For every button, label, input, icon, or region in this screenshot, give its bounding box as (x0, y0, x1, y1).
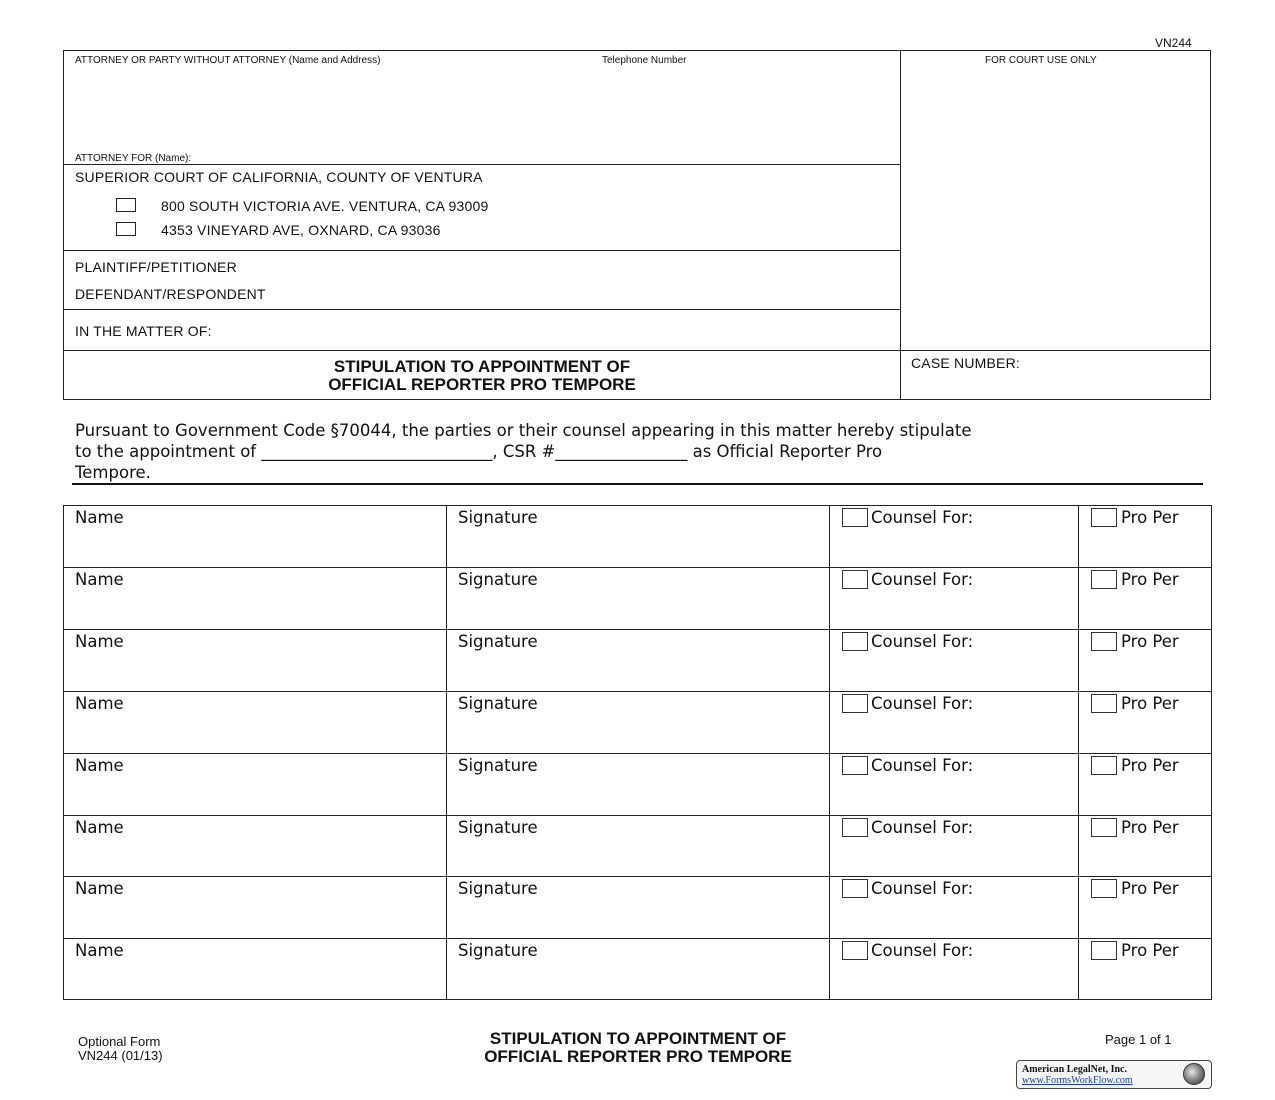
signature-label: Signature (458, 694, 538, 713)
paragraph-divider (72, 483, 1203, 485)
footer-form-info (78, 1035, 163, 1063)
counsel-for-checkbox[interactable] (842, 941, 868, 960)
footer-title-line1: STIPULATION TO APPOINTMENT OF (489, 1029, 787, 1048)
pro-per-checkbox[interactable] (1091, 756, 1117, 775)
name-label: Name (75, 632, 124, 651)
logo-url-link[interactable]: www.FormsWorkFlow.com (1022, 1075, 1133, 1086)
name-label: Name (75, 756, 124, 775)
attorney-for-label: ATTORNEY FOR (Name): (75, 153, 192, 164)
signature-label: Signature (458, 879, 538, 898)
table-row (64, 506, 1211, 568)
table-row (64, 754, 1211, 816)
name-label: Name (75, 941, 124, 960)
signature-label: Signature (458, 756, 538, 775)
signature-label: Signature (458, 941, 538, 960)
matter-label: IN THE MATTER OF: (75, 323, 212, 339)
optional-form-label: Optional Form (78, 1034, 161, 1049)
form-revision: VN244 (01/13) (78, 1048, 163, 1063)
pro-per-label: Pro Per (1121, 879, 1179, 898)
counsel-for-label: Counsel For: (871, 694, 974, 713)
table-row (64, 877, 1211, 939)
case-number-label: CASE NUMBER: (911, 355, 1020, 371)
signature-label: Signature (458, 632, 538, 651)
pro-per-label: Pro Per (1121, 756, 1179, 775)
counsel-for-label: Counsel For: (871, 756, 974, 775)
pro-per-checkbox[interactable] (1091, 879, 1117, 898)
pro-per-label: Pro Per (1121, 818, 1179, 837)
court-use-label: FOR COURT USE ONLY (985, 55, 1097, 66)
signature-label: Signature (458, 818, 538, 837)
name-label: Name (75, 508, 124, 527)
globe-icon (1183, 1063, 1205, 1085)
attorney-label: ATTORNEY OR PARTY WITHOUT ATTORNEY (Name and Address) (75, 55, 381, 66)
counsel-for-checkbox[interactable] (842, 818, 868, 837)
counsel-for-label: Counsel For: (871, 508, 974, 527)
stipulation-line-2: to the appointment of ____________________________, CSR #________________ as Official Reporter Pro (75, 442, 883, 461)
counsel-for-label: Counsel For: (871, 879, 974, 898)
counsel-for-checkbox[interactable] (842, 632, 868, 651)
oxnard-address: 4353 VINEYARD AVE, OXNARD, CA 93036 (161, 222, 441, 238)
court-name: SUPERIOR COURT OF CALIFORNIA, COUNTY OF VENTURA (75, 169, 483, 185)
table-row (64, 939, 1211, 1001)
signature-label: Signature (458, 570, 538, 589)
stipulation-line-1: Pursuant to Government Code §70044, the parties or their counsel appearing in this matter hereby stipulate (75, 421, 972, 440)
table-row (64, 692, 1211, 754)
form-title (64, 358, 900, 394)
oxnard-address-checkbox[interactable] (116, 222, 136, 236)
counsel-for-checkbox[interactable] (842, 570, 868, 589)
counsel-for-label: Counsel For: (871, 570, 974, 589)
name-label: Name (75, 570, 124, 589)
table-row (64, 816, 1211, 878)
signature-label: Signature (458, 508, 538, 527)
table-row (64, 568, 1211, 630)
counsel-for-label: Counsel For: (871, 818, 974, 837)
form-title-line1: STIPULATION TO APPOINTMENT OF (333, 357, 631, 376)
pro-per-checkbox[interactable] (1091, 632, 1117, 651)
logo-name: American LegalNet, Inc. (1022, 1064, 1127, 1075)
table-row (64, 630, 1211, 692)
pro-per-label: Pro Per (1121, 694, 1179, 713)
pro-per-checkbox[interactable] (1091, 508, 1117, 527)
name-label: Name (75, 818, 124, 837)
footer-title-line2: OFFICIAL REPORTER PRO TEMPORE (484, 1047, 792, 1066)
stipulation-line-3: Tempore. (75, 463, 151, 482)
page-indicator: Page 1 of 1 (1105, 1032, 1172, 1047)
signature-table (63, 505, 1212, 1000)
plaintiff-label: PLAINTIFF/PETITIONER (75, 259, 237, 275)
pro-per-label: Pro Per (1121, 632, 1179, 651)
counsel-for-label: Counsel For: (871, 941, 974, 960)
caption-box (63, 50, 1211, 400)
counsel-for-checkbox[interactable] (842, 879, 868, 898)
ventura-address: 800 SOUTH VICTORIA AVE. VENTURA, CA 93009 (161, 198, 489, 214)
stipulation-paragraph (75, 420, 1195, 483)
counsel-for-checkbox[interactable] (842, 756, 868, 775)
pro-per-label: Pro Per (1121, 570, 1179, 589)
counsel-for-checkbox[interactable] (842, 508, 868, 527)
pro-per-label: Pro Per (1121, 941, 1179, 960)
counsel-for-checkbox[interactable] (842, 694, 868, 713)
pro-per-checkbox[interactable] (1091, 694, 1117, 713)
pro-per-checkbox[interactable] (1091, 570, 1117, 589)
name-label: Name (75, 879, 124, 898)
counsel-for-label: Counsel For: (871, 632, 974, 651)
defendant-label: DEFENDANT/RESPONDENT (75, 286, 266, 302)
pro-per-label: Pro Per (1121, 508, 1179, 527)
form-title-line2: OFFICIAL REPORTER PRO TEMPORE (328, 375, 636, 394)
footer-title (418, 1030, 858, 1066)
telephone-label: Telephone Number (602, 55, 687, 66)
form-code: VN244 (1155, 36, 1192, 50)
pro-per-checkbox[interactable] (1091, 941, 1117, 960)
ventura-address-checkbox[interactable] (116, 198, 136, 212)
pro-per-checkbox[interactable] (1091, 818, 1117, 837)
american-legalnet-logo[interactable] (1016, 1060, 1212, 1089)
name-label: Name (75, 694, 124, 713)
